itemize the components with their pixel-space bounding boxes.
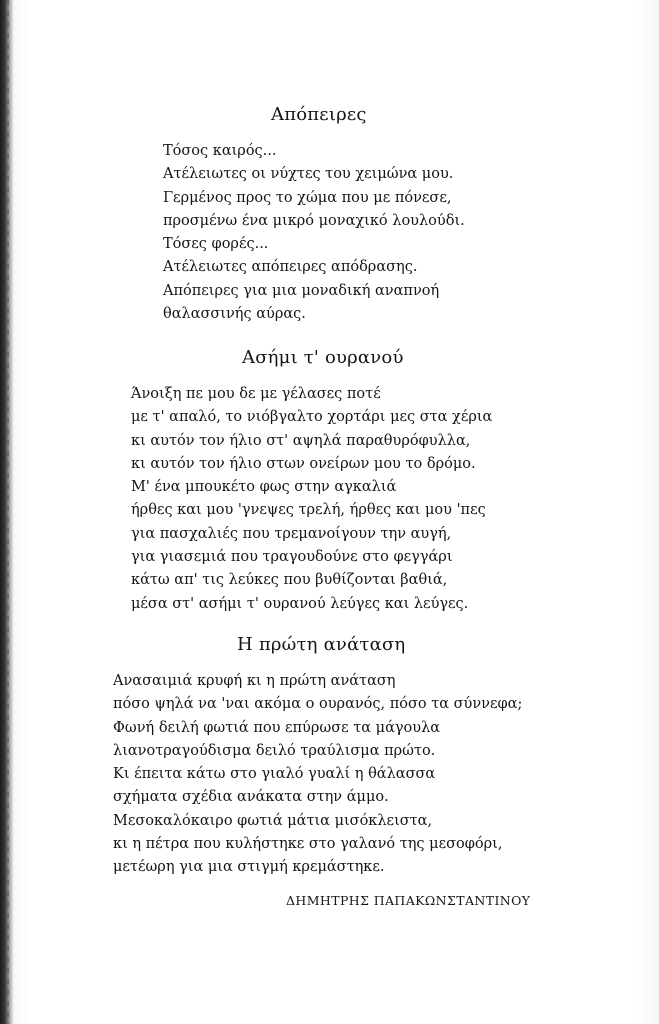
poem-line: Απόπειρες για μια μοναδική αναπνοή bbox=[163, 282, 440, 299]
poem-asimi-stanza bbox=[131, 383, 492, 616]
poem-line: για πασχαλιές που τρεμανοίγουν την αυγή, bbox=[131, 525, 452, 542]
poem-line: Γερμένος προς το χώμα που με πόνεσε, bbox=[163, 189, 452, 206]
poem-line: κι αυτόν τον ήλιο στων ονείρων μου το δρόμο. bbox=[131, 455, 476, 472]
poem-line: για γιασεμιά που τραγουδούνε στο φεγγάρι bbox=[131, 549, 453, 566]
poem-line: Ατέλειωτες απόπειρες απόδρασης. bbox=[163, 259, 418, 276]
poem-title-apopeires: Απόπειρες bbox=[271, 104, 367, 125]
poem-line: σχήματα σχέδια ανάκατα στην άμμο. bbox=[113, 789, 389, 806]
poem-title-i-proti-anatasi: Η πρώτη ανάταση bbox=[237, 634, 406, 655]
poem-line: Ατέλειωτες οι νύχτες του χειμώνα μου. bbox=[163, 166, 454, 183]
poem-line: Τόσες φορές... bbox=[163, 236, 269, 253]
poem-line: κι η πέτρα που κυλήστηκε στο γαλανό της μεσοφόρι, bbox=[113, 836, 503, 853]
poem-apopeires-stanza bbox=[163, 140, 465, 326]
poem-line: κι αυτόν τον ήλιο στ' αψηλά παραθυρόφυλλα, bbox=[131, 432, 471, 449]
poem-line: ήρθες και μου 'γνεψες τρελή, ήρθες και μου 'πες bbox=[131, 502, 486, 519]
poem-line: Φωνή δειλή φωτιά που επύρωσε τα μάγουλα bbox=[113, 719, 441, 736]
poem-line: λιανοτραγούδισμα δειλό τραύλισμα πρώτο. bbox=[113, 742, 436, 759]
poem-line: Ανασαιμιά κρυφή κι η πρώτη ανάταση bbox=[113, 673, 396, 689]
poem-line: Κι έπειτα κάτω στο γιαλό γυαλί η θάλασσα bbox=[113, 766, 436, 783]
poem-line: προσμένω ένα μικρό μοναχικό λουλούδι. bbox=[163, 212, 465, 229]
book-binding-edge bbox=[0, 0, 14, 1024]
poem-line: θαλασσινής αύρας. bbox=[163, 306, 306, 323]
poem-line: Τόσος καιρός... bbox=[163, 143, 277, 159]
poem-proti-anatasi-stanza bbox=[113, 670, 522, 880]
poem-line: μετέωρη για μια στιγμή κρεμάστηκε. bbox=[113, 859, 385, 876]
author-signature: ΔΗΜΗΤΡΗΣ ΠΑΠΑΚΩΝΣΤΑΝΤΙΝΟΥ bbox=[286, 893, 531, 908]
poem-line: με τ' απαλό, το νιόβγαλτο χορτάρι μες στα χέρια bbox=[131, 409, 493, 426]
poem-line: μέσα στ' ασήμι τ' ουρανού λεύγες και λεύγες. bbox=[131, 595, 469, 612]
poem-line: πόσο ψηλά να 'ναι ακόμα ο ουρανός, πόσο τα σύννεφα; bbox=[113, 696, 523, 713]
poem-line: κάτω απ' τις λεύκες που βυθίζονται βαθιά, bbox=[131, 572, 448, 589]
poem-line: Άνοιξη πε μου δε με γέλασες ποτέ bbox=[131, 386, 381, 402]
poem-line: Μεσοκαλόκαιρο φωτιά μάτια μισόκλειστα, bbox=[113, 812, 433, 829]
poem-line: Μ' ένα μπουκέτο φως στην αγκαλιά bbox=[131, 479, 397, 496]
poem-title-asimi-t-ouranou: Ασήμι τ' ουρανού bbox=[242, 347, 404, 368]
